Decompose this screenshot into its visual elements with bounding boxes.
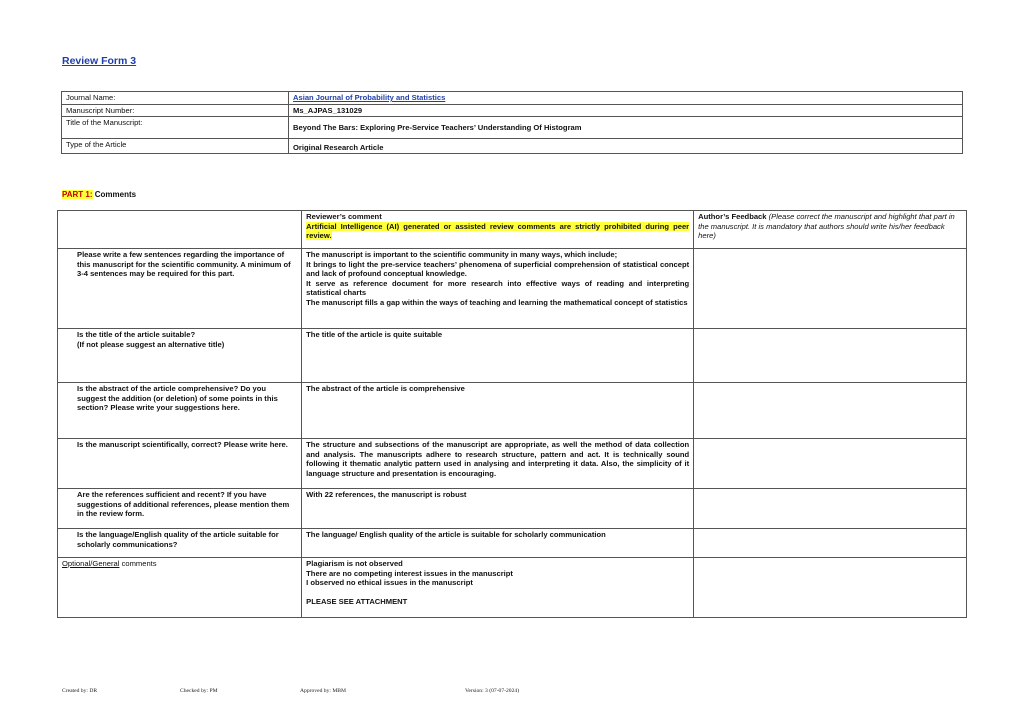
reviewer-comment: The language/ English quality of the article is suitable for scholarly communication [302,529,694,558]
reviewer-comment: The title of the article is quite suitable [302,329,694,383]
question: Is the title of the article suitable? (If not please suggest an alternative title) [58,329,302,383]
reviewer-header [302,211,694,249]
footer-created: Created by: DR [62,688,98,694]
table-row [58,529,967,558]
journal-link[interactable]: Asian Journal of Probability and Statistics [293,93,446,102]
reviewer-comment: The abstract of the article is comprehensive [302,383,694,439]
reviewer-comment: With 22 references, the manuscript is robust [302,489,694,529]
question: Is the language/English quality of the article suitable for scholarly communications? [58,529,302,558]
author-feedback-cell[interactable] [694,529,967,558]
table-row [58,439,967,489]
manuscript-number-label: Manuscript Number: [62,104,289,117]
footer-version: Version: 3 (07-07-2024) [465,688,520,694]
author-feedback-cell[interactable] [694,249,967,329]
table-row [58,489,967,529]
comments-header-row [58,211,967,249]
author-feedback-cell[interactable] [694,558,967,618]
info-row-manuscript-number [62,104,963,117]
info-row-type [62,139,963,154]
part1-suffix: Comments [92,190,137,199]
table-row [58,249,967,329]
question: Please write a few sentences regarding the importance of this manuscript for the scientific community. A minimum of 3-4 sentences may be required for this part. [58,249,302,329]
author-feedback-cell[interactable] [694,489,967,529]
reviewer-comment: The manuscript is important to the scientific community in many ways, which include; It brings to light the pre-service teachers’ phenomena of superficial comprehension of statistical concept and lack of profound conceptual knowledge. It serve as reference document for more research into effective ways of reading and interpreting statistical charts The manuscript fills a gap within the ways of teaching and learning the mathematical concept of statistics [302,249,694,329]
footer-checked: Checked by: PM [180,688,218,694]
part1-heading [62,190,136,199]
table-row [58,383,967,439]
author-feedback-cell[interactable] [694,439,967,489]
author-title: Author’s Feedback [698,212,767,221]
reviewer-comment: The structure and subsections of the manuscript are appropriate, as well the method of data collection and analysis. The manuscripts adhere to research structure, pattern and act. It is technically sound following it thematic analytic pattern used in analysing and interpreting it data. Also, the simplicity of it language structure and presentation is encouraging. [302,439,694,489]
author-note: (Please correct the manuscript and highlight that part in the manuscript. It is mandatory that authors should write his/her feedback here) [698,212,955,241]
info-row-title [62,117,963,139]
footer-approved: Approved by: MBM [300,688,346,694]
reviewer-title: Reviewer’s comment [306,212,382,221]
author-feedback-cell[interactable] [694,383,967,439]
info-row-journal [62,92,963,105]
question: Are the references sufficient and recent? If you have suggestions of additional references, please mention them in the review form. [58,489,302,529]
question: Is the manuscript scientifically, correct? Please write here. [58,439,302,489]
author-feedback-header [694,211,967,249]
manuscript-number-value: Ms_AJPAS_131029 [289,104,963,117]
manuscript-info-table [61,91,963,154]
journal-label: Journal Name: [62,92,289,105]
table-row [58,329,967,383]
part1-label: PART 1: [62,190,93,199]
optional-comments-row [58,558,967,618]
form-title: Review Form 3 [62,55,137,67]
comments-table [57,210,967,618]
question: Is the abstract of the article comprehensive? Do you suggest the addition (or deletion) of some points in this section? Please write your suggestions here. [58,383,302,439]
author-feedback-cell[interactable] [694,329,967,383]
title-label: Title of the Manuscript: [62,117,289,139]
optional-label: Optional/General comments [58,558,302,618]
type-label: Type of the Article [62,139,289,154]
ai-notice: Artificial Intelligence (AI) generated or assisted review comments are strictly prohibited during peer review. [306,221,690,241]
optional-comment: Plagiarism is not observed There are no competing interest issues in the manuscript I observed no ethical issues in the manuscript PLEASE SEE ATTACHMENT [302,558,694,618]
type-value: Original Research Article [289,139,963,154]
title-value: Beyond The Bars: Exploring Pre-Service Teachers’ Understanding Of Histogram [289,117,963,139]
